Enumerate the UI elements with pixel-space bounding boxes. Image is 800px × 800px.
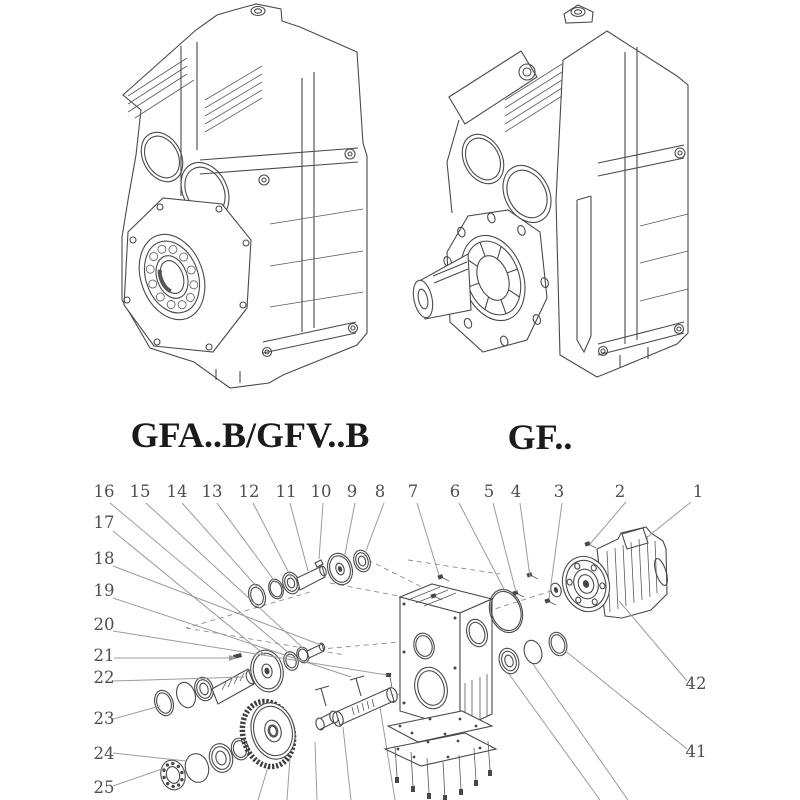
leader-line-25: [113, 768, 165, 786]
part-number-41: 41: [685, 742, 707, 761]
intermediate-shaft-assembly: [151, 642, 325, 718]
leader-line-7: [417, 503, 439, 575]
part-number-24: 24: [93, 744, 115, 763]
leader-line-10: [319, 503, 323, 559]
leader-line-24: [113, 753, 186, 761]
leader-line-1: [645, 502, 691, 539]
gearbox-left-drawing: [122, 4, 367, 388]
leader-line-23: [113, 706, 160, 719]
leader-line-16: [110, 503, 290, 654]
part-number-12: 12: [238, 482, 260, 501]
leader-line-13: [217, 503, 276, 583]
leader-line-12: [253, 503, 291, 577]
leader-line-11: [290, 503, 308, 571]
part-number-7: 7: [407, 482, 419, 501]
part-number-9: 9: [346, 482, 358, 501]
exploded-view-drawing: [94, 482, 707, 800]
leader-line-15: [146, 503, 303, 648]
part-number-17: 17: [93, 513, 115, 532]
part-number-5: 5: [483, 482, 495, 501]
motor-side-rings: [484, 585, 570, 676]
leader-line-14: [182, 503, 258, 588]
gearbox-right-drawing: [410, 5, 688, 377]
bottom-covers: [385, 711, 496, 800]
part-number-3: 3: [553, 482, 565, 501]
part-number-21: 21: [93, 646, 115, 665]
leader-line-9: [344, 503, 355, 559]
leader-line-6: [459, 503, 505, 591]
leader-line-42: [619, 601, 687, 681]
part-number-23: 23: [93, 709, 115, 728]
part-number-13: 13: [201, 482, 223, 501]
part-number-1: 1: [692, 482, 704, 501]
leader-line-8: [364, 503, 384, 556]
part-number-10: 10: [310, 482, 332, 501]
part-number-8: 8: [374, 482, 386, 501]
leader-line-20: [113, 631, 387, 675]
housing: [400, 584, 492, 729]
part-number-2: 2: [614, 482, 626, 501]
leader-line-5: [493, 503, 516, 592]
model-label-right: GF..: [507, 417, 573, 457]
part-number-16: 16: [93, 482, 115, 501]
leader-line-4: [520, 503, 530, 577]
part-number-18: 18: [93, 549, 115, 568]
leader-line-22: [113, 677, 244, 681]
part-number-11: 11: [275, 482, 297, 501]
model-label-left: GFA..B/GFV..B: [130, 415, 370, 455]
motor: [555, 527, 670, 618]
leader-line-19: [113, 598, 351, 677]
part-number-15: 15: [129, 482, 151, 501]
part-number-22: 22: [93, 668, 115, 687]
part-number-6: 6: [449, 482, 461, 501]
part-number-4: 4: [510, 482, 522, 501]
part-number-19: 19: [93, 581, 115, 600]
leader-line-17: [113, 531, 265, 655]
input-shaft-assembly: [246, 548, 373, 610]
part-number-25: 25: [93, 778, 115, 797]
part-number-14: 14: [166, 482, 188, 501]
part-number-42: 42: [685, 674, 707, 693]
part-number-20: 20: [93, 615, 115, 634]
